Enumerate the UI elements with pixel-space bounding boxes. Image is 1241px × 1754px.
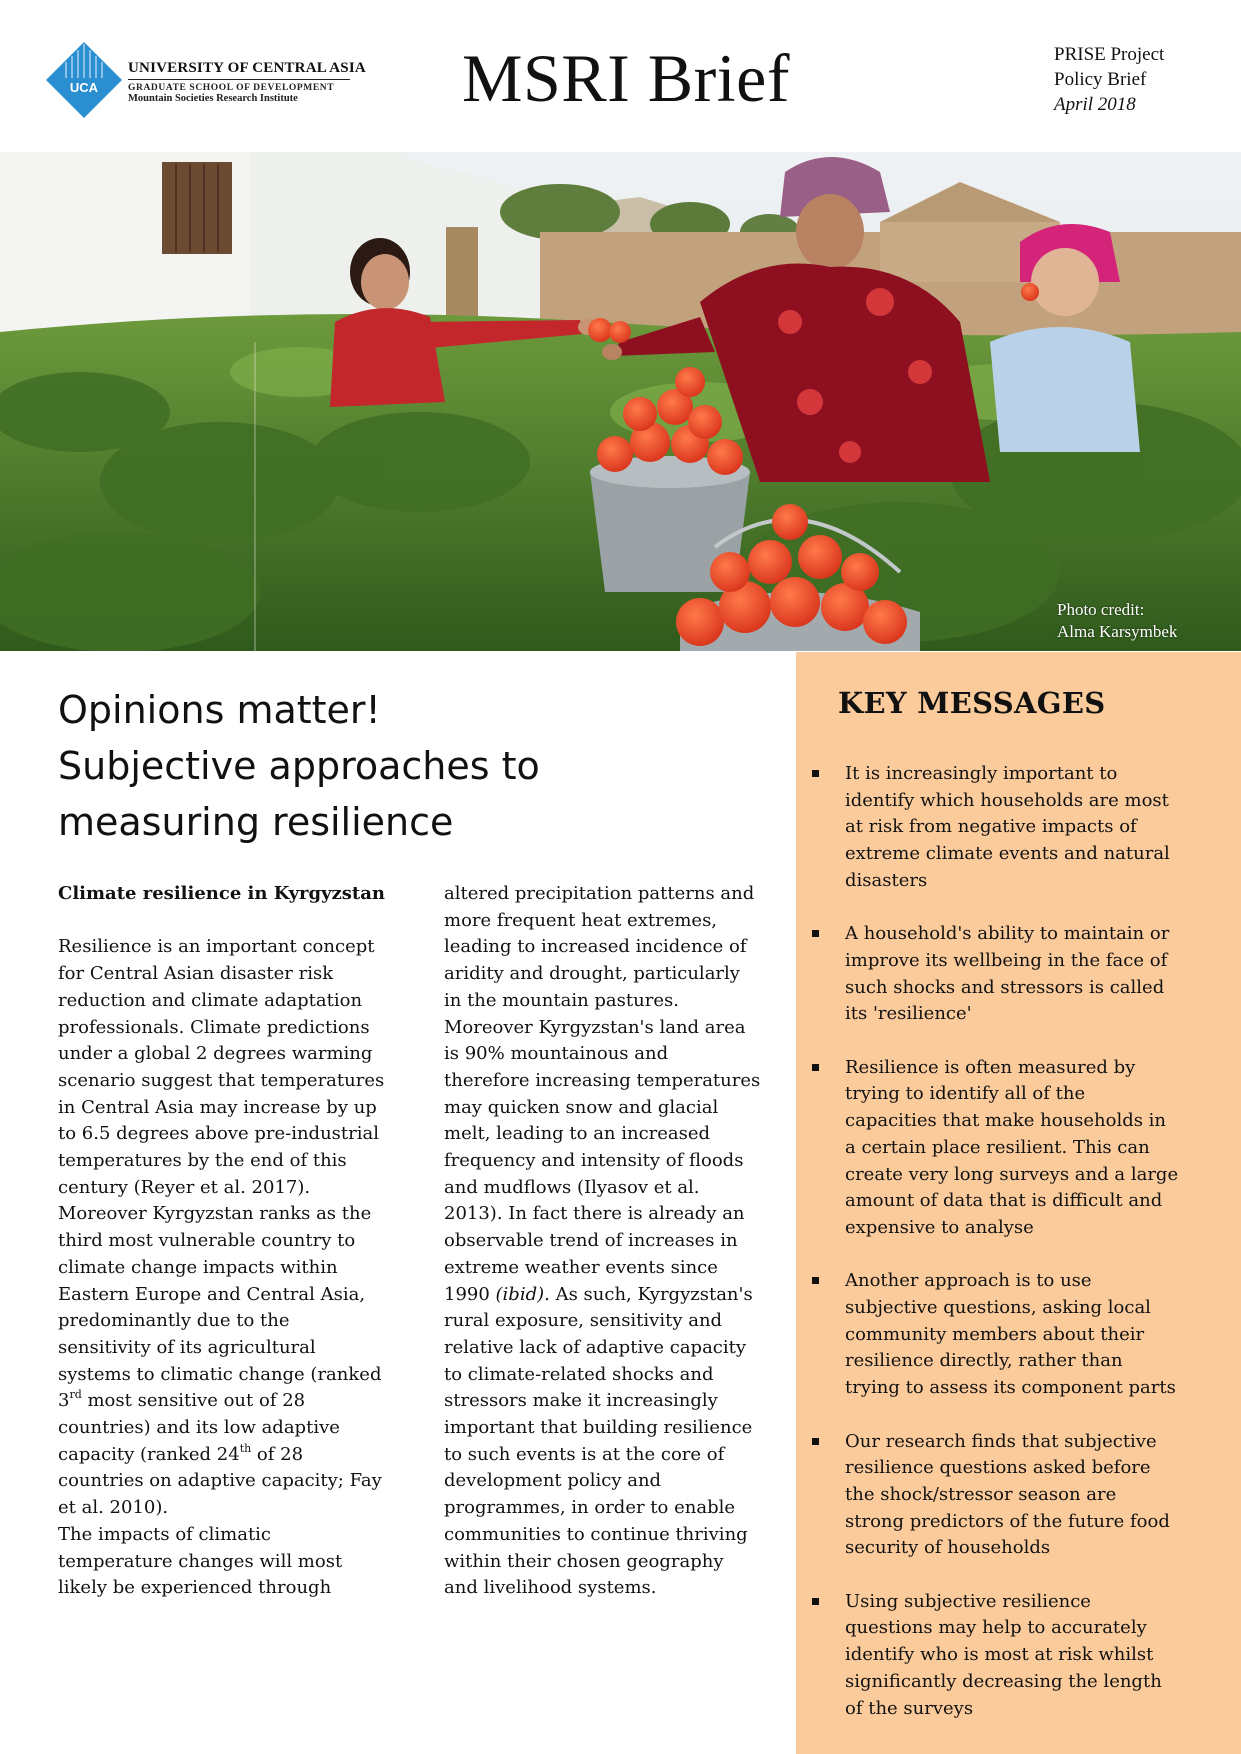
key-messages-title: KEY MESSAGES [838,686,1106,720]
text-line: to such events is at the core of [444,1443,725,1465]
text-line: A household's ability to maintain or [845,923,1170,945]
project-name: PRISE Project [1054,44,1165,65]
institute-name: Mountain Societies Research Institute [128,93,298,104]
body-text-right [444,881,784,1602]
text-line: to 6.5 degrees above pre-industrial [58,1123,379,1145]
text-line: Our research finds that subjective [845,1430,1157,1452]
doc-type: Policy Brief [1054,69,1147,90]
square-bullet-icon [812,1277,819,1284]
text-line: security of households [845,1537,1051,1559]
text-line: its 'resilience' [845,1003,972,1025]
text-line: resilience directly, rather than [845,1350,1123,1372]
text-line: within their chosen geography [444,1550,724,1572]
logo-text [128,60,388,104]
text-line: et al. 2010). [58,1497,169,1519]
text-line: create very long surveys and a large [845,1163,1179,1185]
text-line: Using subjective resilience [845,1590,1091,1612]
body-column-right [444,881,784,1602]
section-heading: Climate resilience in Kyrgyzstan [58,883,385,904]
text-line: trying to identify all of the [845,1083,1086,1105]
text-line: Eastern Europe and Central Asia, [58,1283,366,1305]
body-text-left [58,934,436,1602]
text-line: sensitivity of its agricultural [58,1336,316,1358]
text-line: programmes, in order to enable [444,1497,736,1519]
text-line: strong predictors of the future food [845,1510,1170,1532]
text-line: identify which households are most [845,789,1169,811]
text-line: and mudflows (Ilyasov et al. [444,1176,700,1198]
text-line: Resilience is an important concept [58,936,375,958]
project-info [1054,42,1164,117]
text-line [58,1442,436,1469]
text-line: to climate-related shocks and [444,1363,714,1385]
uca-logo [44,40,364,120]
text-line: countries) and its low adaptive [58,1417,340,1439]
text-line: therefore increasing temperatures [444,1069,761,1091]
text-span: most sensitive out of 28 [81,1390,306,1412]
square-bullet-icon [812,770,819,777]
key-message-item [806,1055,1236,1242]
text-line: Moreover Kyrgyzstan's land area [444,1016,746,1038]
text-line [444,1282,784,1309]
text-line: is 90% mountainous and [444,1043,669,1065]
photo-credit-label: Photo credit: [1057,600,1145,619]
key-message-item [806,1429,1236,1563]
text-line: amount of data that is difficult and [845,1190,1163,1212]
text-line: important that building resilience [444,1417,753,1439]
key-message-item [806,921,1236,1028]
text-line: extreme weather events since [444,1256,718,1278]
cover-photo [0,152,1241,651]
text-line: questions may help to accurately [845,1617,1147,1639]
text-line: rural exposure, sensitivity and [444,1310,723,1332]
text-line: capacities that make households in [845,1110,1167,1132]
text-line: third most vulnerable country to [58,1230,356,1252]
text-line: systems to climatic change (ranked [58,1363,382,1385]
article-title-line: Opinions matter! [58,688,381,732]
text-line: melt, leading to an increased [444,1123,711,1145]
text-line: such shocks and stressors is called [845,976,1165,998]
text-line: temperature changes will most [58,1550,343,1572]
text-line: stressors make it increasingly [444,1390,718,1412]
text-line: expensive to analyse [845,1216,1034,1238]
text-line: subjective questions, asking local [845,1297,1151,1319]
text-line: development policy and [444,1470,662,1492]
text-line: identify who is most at risk whilst [845,1644,1154,1666]
university-name: UNIVERSITY OF CENTRAL ASIA [128,60,366,76]
key-messages-list [806,761,1236,1749]
garden-harvest-illustration [0,152,1241,651]
text-line: in the mountain pastures. [444,989,679,1011]
text-line: may quicken snow and glacial [444,1096,719,1118]
text-line: relative lack of adaptive capacity [444,1336,747,1358]
text-line: The impacts of climatic [58,1523,272,1545]
text-line: in Central Asia may increase by up [58,1096,377,1118]
text-line: the shock/stressor season are [845,1483,1117,1505]
text-line: altered precipitation patterns and [444,883,755,904]
photo-credit [1057,599,1177,643]
text-line: 2013). In fact there is already an [444,1203,745,1225]
text-line: disasters [845,869,928,891]
text-line [58,1388,436,1415]
italic-text: (ibid). [495,1283,550,1305]
text-span: capacity (ranked 24 [58,1443,240,1465]
text-line: more frequent heat extremes, [444,909,718,931]
text-line: under a global 2 degrees warming [58,1043,373,1065]
key-message-item [806,761,1236,895]
logo-initials: UCA [69,80,99,95]
text-line: extreme climate events and natural [845,843,1170,865]
text-line: countries on adaptive capacity; Fay [58,1470,382,1492]
photo-credit-name: Alma Karsymbek [1057,622,1178,641]
text-line: scenario suggest that temperatures [58,1069,385,1091]
text-span: of 28 [251,1443,304,1465]
text-line: century (Reyer et al. 2017). [58,1176,311,1198]
publication-date: April 2018 [1054,94,1136,115]
text-line: It is increasingly important to [845,763,1118,784]
text-line: trying to assess its component parts [845,1377,1176,1399]
text-line: Resilience is often measured by [845,1056,1136,1078]
text-span: As such, Kyrgyzstan's [549,1283,753,1305]
text-line: frequency and intensity of floods [444,1150,744,1172]
text-line: of the surveys [845,1697,974,1719]
text-line: Another approach is to use [845,1270,1092,1292]
text-line: significantly decreasing the length [845,1670,1162,1692]
article-title-line: measuring resilience [58,800,454,844]
text-line: professionals. Climate predictions [58,1016,370,1038]
text-line: communities to continue thriving [444,1523,748,1545]
text-line: predominantly due to the [58,1310,290,1332]
text-line: at risk from negative impacts of [845,816,1137,838]
text-line: reduction and climate adaptation [58,989,363,1011]
key-message-item [806,1589,1236,1723]
superscript: th [239,1441,252,1455]
text-line: aridity and drought, particularly [444,963,740,985]
text-line: leading to increased incidence of [444,936,747,958]
brief-title: MSRI Brief [462,40,790,116]
text-line: temperatures by the end of this [58,1150,347,1172]
body-column-left [58,881,436,1602]
key-message-item [806,1268,1236,1402]
square-bullet-icon [812,1438,819,1445]
superscript: rd [69,1388,82,1402]
page-header [0,0,1241,152]
text-line: climate change impacts within [58,1256,338,1278]
text-span: 1990 [444,1283,496,1305]
square-bullet-icon [812,1598,819,1605]
text-line: likely be experienced through [58,1577,332,1599]
article-title [58,682,778,850]
square-bullet-icon [812,1064,819,1071]
text-line: for Central Asian disaster risk [58,963,334,985]
uca-diamond-icon [44,40,124,120]
article-title-line: Subjective approaches to [58,744,540,788]
text-line: a certain place resilient. This can [845,1136,1150,1158]
text-line: community members about their [845,1323,1145,1345]
logo-divider [128,79,350,80]
square-bullet-icon [812,930,819,937]
text-line: improve its wellbeing in the face of [845,949,1168,971]
text-line: Moreover Kyrgyzstan ranks as the [58,1203,372,1225]
text-line: resilience questions asked before [845,1457,1151,1479]
text-line: and livelihood systems. [444,1577,657,1599]
text-span: 3 [58,1390,70,1412]
school-name: GRADUATE SCHOOL OF DEVELOPMENT [128,83,335,93]
text-line: observable trend of increases in [444,1230,738,1252]
